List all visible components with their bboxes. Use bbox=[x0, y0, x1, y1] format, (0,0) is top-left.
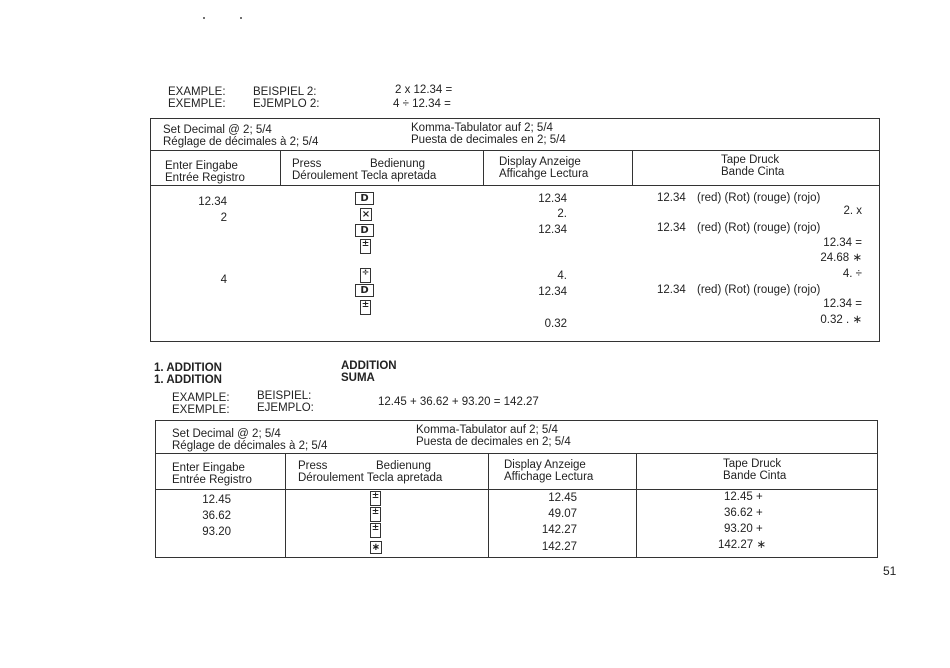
plus-equal-key-icon: ± bbox=[370, 507, 381, 522]
setup-text-es: Puesta de decimales en 2; 5/4 bbox=[416, 436, 571, 448]
header-press-de: Bedienung bbox=[370, 158, 425, 170]
header-enter-fr: Entrée Registro bbox=[165, 172, 245, 184]
header-press-fr: Déroulement Tecla apretada bbox=[292, 170, 437, 182]
display-value: 0.32 bbox=[544, 318, 567, 330]
header-tape: Tape Druck bbox=[723, 458, 782, 470]
decimal-key-icon: D bbox=[355, 192, 374, 205]
plus-equal-key-icon: ± bbox=[370, 523, 381, 538]
addition-equation: 12.45 + 36.62 + 93.20 = 142.27 bbox=[378, 396, 539, 408]
display-value: 12.34 bbox=[538, 224, 567, 236]
display-value: 49.07 bbox=[548, 508, 577, 520]
tape-value: 12.34 bbox=[657, 284, 686, 296]
example-label-en: EXAMPLE: bbox=[168, 86, 226, 98]
setup-text-en: Set Decimal @ 2; 5/4 bbox=[172, 428, 281, 440]
tape-value: 12.34 bbox=[657, 222, 686, 234]
setup-text-de: Komma-Tabulator auf 2; 5/4 bbox=[416, 424, 558, 436]
example-label-fr: EXEMPLE: bbox=[172, 404, 230, 416]
table-divider bbox=[483, 150, 484, 185]
table-divider bbox=[632, 150, 633, 185]
example-equation-1: 2 x 12.34 = bbox=[395, 84, 453, 96]
entry-value: 36.62 bbox=[202, 510, 231, 522]
speck bbox=[240, 17, 242, 19]
header-display: Display Anzeige bbox=[504, 459, 586, 471]
entry-value: 93.20 bbox=[202, 526, 231, 538]
tape-value: 24.68 ∗ bbox=[820, 252, 862, 264]
display-value: 4. bbox=[557, 270, 567, 282]
example-equation-2: 4 ÷ 12.34 = bbox=[393, 98, 451, 110]
header-enter-fr: Entrée Registro bbox=[172, 474, 252, 486]
table-divider bbox=[155, 453, 878, 454]
display-value: 12.34 bbox=[538, 193, 567, 205]
header-press: Press bbox=[298, 460, 328, 472]
section-heading-de: ADDITION bbox=[341, 360, 397, 372]
tape-value: 36.62 + bbox=[724, 507, 763, 519]
tape-value: 12.34 bbox=[657, 192, 686, 204]
tape-color-note: (red) (Rot) (rouge) (rojo) bbox=[697, 284, 821, 296]
table-divider bbox=[150, 185, 880, 186]
tape-value: 12.34 = bbox=[823, 237, 862, 249]
tape-value: 12.45 + bbox=[724, 491, 763, 503]
header-tape-fr: Bande Cinta bbox=[721, 166, 785, 178]
tape-color-note: (red) (Rot) (rouge) (rojo) bbox=[697, 192, 821, 204]
setup-text-en: Set Decimal @ 2; 5/4 bbox=[163, 124, 272, 136]
example-label-fr: EXEMPLE: bbox=[168, 98, 226, 110]
header-enter: Enter Eingabe bbox=[172, 462, 245, 474]
section-heading-es: SUMA bbox=[341, 372, 375, 384]
example-label-de: BEISPIEL: bbox=[257, 390, 312, 402]
entry-value: 4 bbox=[220, 274, 227, 286]
setup-text-de: Komma-Tabulator auf 2; 5/4 bbox=[411, 122, 553, 134]
divide-key-icon: ÷ bbox=[360, 268, 371, 283]
display-value: 2. bbox=[557, 208, 567, 220]
tape-color-note: (red) (Rot) (rouge) (rojo) bbox=[697, 222, 821, 234]
entry-value: 12.34 bbox=[198, 196, 227, 208]
total-key-icon: ∗ bbox=[371, 542, 381, 553]
table-divider bbox=[150, 150, 880, 151]
setup-text-fr: Réglage de décimales à 2; 5/4 bbox=[163, 136, 319, 148]
speck bbox=[203, 17, 205, 19]
table-divider bbox=[280, 150, 281, 185]
tape-value: 0.32 . ∗ bbox=[820, 314, 862, 326]
plus-equal-key-icon: ± bbox=[370, 491, 381, 506]
tape-value: 12.34 = bbox=[823, 298, 862, 310]
example-label-de: BEISPIEL 2: bbox=[253, 86, 317, 98]
header-display: Display Anzeige bbox=[499, 156, 581, 168]
display-value: 142.27 bbox=[541, 541, 577, 553]
header-display-fr: Afficahge Lectura bbox=[499, 168, 589, 180]
header-enter: Enter Eingabe bbox=[165, 160, 238, 172]
tape-value: 142.27 ∗ bbox=[718, 539, 767, 551]
example-label-es: EJEMPLO: bbox=[257, 402, 314, 414]
page-number: 51 bbox=[883, 564, 897, 578]
header-tape: Tape Druck bbox=[721, 154, 780, 166]
multiply-key-icon: × bbox=[361, 209, 371, 220]
section-heading-fr: 1. ADDITION bbox=[154, 374, 222, 386]
header-press-de: Bedienung bbox=[376, 460, 431, 472]
table-divider bbox=[636, 453, 637, 558]
example-label-es: EJEMPLO 2: bbox=[253, 98, 320, 110]
display-value: 12.45 bbox=[548, 492, 577, 504]
entry-value: 2 bbox=[220, 212, 227, 224]
display-value: 142.27 bbox=[541, 524, 577, 536]
header-tape-fr: Bande Cinta bbox=[723, 470, 787, 482]
entry-value: 12.45 bbox=[202, 494, 231, 506]
header-display-fr: Affichage Lectura bbox=[504, 471, 594, 483]
table-divider bbox=[155, 489, 878, 490]
example-label-en: EXAMPLE: bbox=[172, 392, 230, 404]
table-divider bbox=[285, 453, 286, 558]
plus-equal-key-icon: ± bbox=[360, 300, 371, 315]
header-press-fr: Déroulement Tecla apretada bbox=[298, 472, 443, 484]
setup-text-es: Puesta de decimales en 2; 5/4 bbox=[411, 134, 566, 146]
decimal-key-icon: D bbox=[355, 284, 374, 297]
header-press: Press bbox=[292, 158, 322, 170]
decimal-key-icon: D bbox=[355, 224, 374, 237]
section-heading-en: 1. ADDITION bbox=[154, 362, 222, 374]
tape-value: 93.20 + bbox=[724, 523, 763, 535]
tape-value: 4. ÷ bbox=[842, 268, 862, 280]
plus-equal-key-icon: ± bbox=[360, 239, 371, 254]
display-value: 12.34 bbox=[538, 286, 567, 298]
tape-value: 2. x bbox=[843, 205, 862, 217]
setup-text-fr: Réglage de décimales à 2; 5/4 bbox=[172, 440, 328, 452]
